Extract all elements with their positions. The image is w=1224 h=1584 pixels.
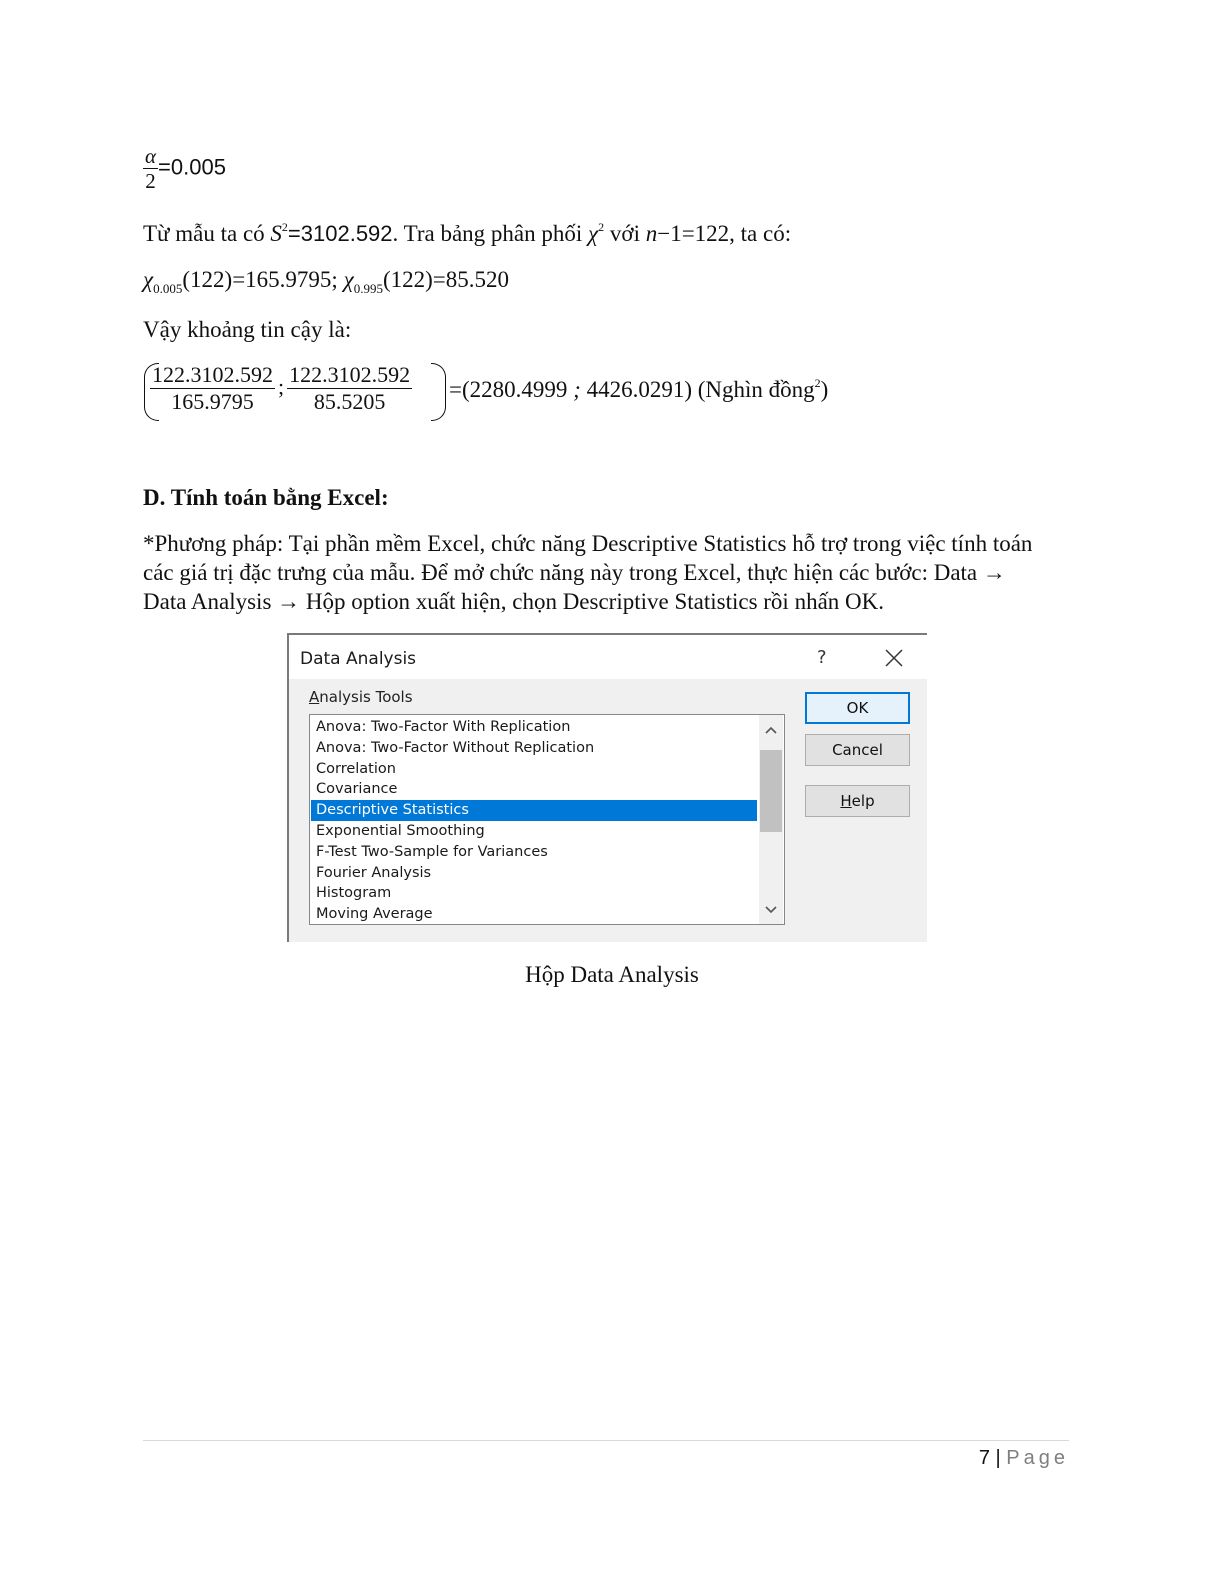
close-icon[interactable] xyxy=(883,647,905,669)
chi-value-2: (122)=85.520 xyxy=(382,267,509,292)
figure-caption: Hộp Data Analysis xyxy=(525,962,699,987)
footer-rule xyxy=(143,1440,1069,1441)
text-prefix: Từ mẫu ta có xyxy=(143,221,271,246)
fraction-1-denominator: 165.9795 xyxy=(171,389,254,414)
interval-intro: Vậy khoảng tin cậy là: xyxy=(143,317,352,342)
chevron-down-icon[interactable] xyxy=(759,899,783,921)
section-paragraph xyxy=(143,529,1073,616)
interval-upper: 4426.0291) xyxy=(586,377,692,402)
interval-lower: =(2280.4999 xyxy=(449,377,568,402)
footer-separator: | xyxy=(989,1447,1007,1469)
list-item[interactable]: Histogram xyxy=(316,885,392,902)
chi-square-values-line xyxy=(143,267,509,296)
alpha-numerator: α xyxy=(145,144,157,168)
help-question-icon[interactable]: ? xyxy=(817,647,827,668)
interval-result xyxy=(449,378,828,401)
chi-value-1: (122)=165.9795; xyxy=(182,267,338,292)
chevron-up-icon[interactable] xyxy=(759,719,783,741)
cancel-button[interactable]: Cancel xyxy=(805,734,910,766)
paragraph-line-1: *Phương pháp: Tại phần mềm Excel, chức năng Descriptive Statistics hỗ trợ trong việc tính toán xyxy=(143,531,1033,556)
page-word: Page xyxy=(1006,1447,1069,1469)
data-analysis-dialog xyxy=(287,633,927,942)
interval-sep: ; xyxy=(567,377,587,402)
section-heading: D. Tính toán bằng Excel: xyxy=(143,485,389,510)
dialog-title: Data Analysis xyxy=(300,649,417,669)
chi-exponent: 2 xyxy=(598,220,605,234)
s-exponent: 2 xyxy=(281,220,288,234)
text-with: với xyxy=(604,221,646,246)
analysis-tools-listbox[interactable] xyxy=(309,714,785,925)
page-footer xyxy=(0,1447,1069,1470)
fraction-2-denominator: 85.5205 xyxy=(313,389,386,414)
vertical-scrollbar[interactable] xyxy=(759,715,783,924)
fraction-2-numerator: 122.3102.592 xyxy=(289,362,411,387)
list-item[interactable]: Anova: Two-Factor With Replication xyxy=(316,719,571,735)
text-middle: . Tra bảng phân phối xyxy=(392,221,589,246)
list-item[interactable]: Covariance xyxy=(316,781,398,798)
s-symbol: S xyxy=(270,221,282,246)
unit-close: ) xyxy=(820,377,829,402)
paragraph-line-2: các giá trị đặc trưng của mẫu. Để mở chức năng này trong Excel, thực hiện các bước: Data → xyxy=(143,560,1006,585)
sample-variance-line xyxy=(143,222,791,245)
list-item[interactable]: F-Test Two-Sample for Variances xyxy=(316,843,548,860)
s-value: =3102.592 xyxy=(287,221,393,246)
interval-unit: (Nghìn đồng xyxy=(691,377,815,402)
list-item[interactable]: Correlation xyxy=(316,760,396,777)
dialog-titlebar xyxy=(289,635,927,679)
page-number: 7 xyxy=(978,1447,990,1469)
analysis-tools-label xyxy=(309,688,413,706)
chi-subscript-2: 0.995 xyxy=(353,281,383,296)
scrollbar-thumb[interactable] xyxy=(760,750,782,832)
help-label-rest: elp xyxy=(851,792,875,810)
list-item[interactable]: Anova: Two-Factor Without Replication xyxy=(316,739,595,756)
chi-subscript-1: 0.005 xyxy=(153,281,183,296)
n-expression: −1=122 xyxy=(657,221,730,246)
chi-symbol-2: χ xyxy=(343,267,354,292)
list-item-selected[interactable]: Descriptive Statistics xyxy=(311,800,757,821)
ok-button[interactable]: OK xyxy=(805,692,910,724)
list-item[interactable]: Moving Average xyxy=(316,906,433,923)
paragraph-line-3: Data Analysis → Hộp option xuất hiện, chọn Descriptive Statistics rồi nhấn OK. xyxy=(143,589,884,614)
alpha-value: =0.005 xyxy=(158,154,226,180)
list-item[interactable]: Fourier Analysis xyxy=(316,864,432,881)
n-symbol: n xyxy=(645,221,658,246)
label-accelerator: A xyxy=(309,688,320,706)
label-rest: nalysis Tools xyxy=(319,688,413,706)
right-paren xyxy=(431,363,446,421)
fraction-1-numerator: 122.3102.592 xyxy=(152,362,273,387)
list-item[interactable]: Exponential Smoothing xyxy=(316,823,485,839)
alpha-fraction-line xyxy=(143,146,226,192)
chi-symbol-1: χ xyxy=(143,267,154,292)
alpha-denominator: 2 xyxy=(145,169,156,193)
chi-symbol: χ xyxy=(588,221,599,246)
unit-exponent: 2 xyxy=(814,376,821,390)
text-suffix: , ta có: xyxy=(729,221,792,246)
help-button[interactable] xyxy=(805,785,910,817)
interval-formula xyxy=(150,364,412,413)
fraction-separator: ; xyxy=(278,373,285,399)
help-accelerator: H xyxy=(840,792,852,810)
